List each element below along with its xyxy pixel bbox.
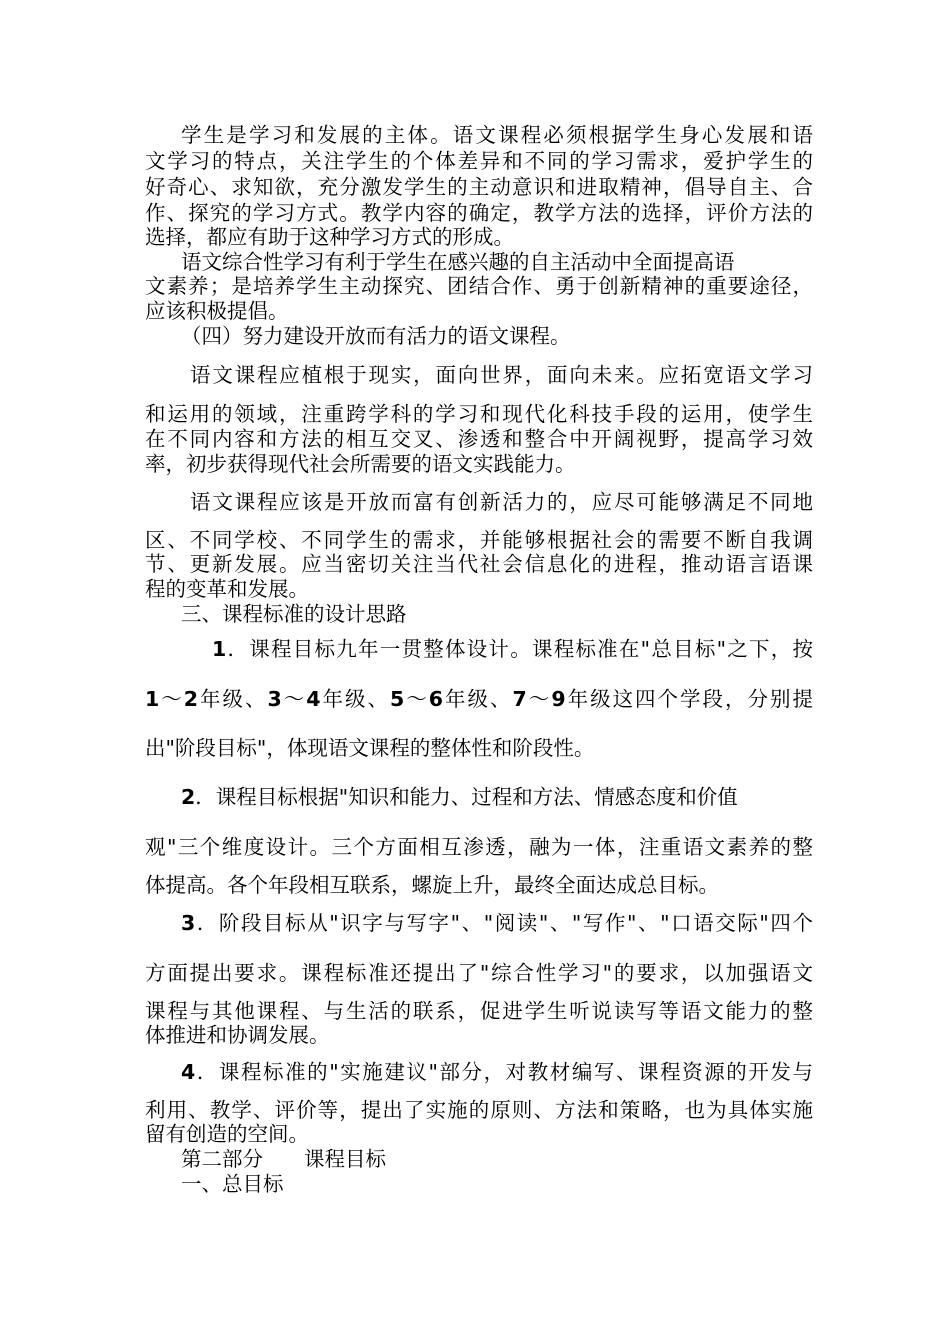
part-heading: 第二部分 课程目标 (181, 1147, 386, 1171)
item-text: ．课程标准的"实施建议"部分，对教材编写、课程资源的开发与 (195, 1060, 813, 1084)
item-text: ．课程目标九年一贯整体设计。课程标准在"总目标"之下，按 (226, 637, 813, 661)
paragraph-line: 出"阶段目标"，体现语文课程的整体性和阶段性。 (145, 736, 595, 760)
grade-number: 3 (267, 687, 282, 711)
grade-text: 年级这四个学段，分别提 (565, 687, 814, 711)
section-heading: 三、课程标准的设计思路 (181, 602, 407, 626)
paragraph-line: 文学习的特点，关注学生的个体差异和不同的学习需求，爱护学生的 (145, 149, 813, 173)
paragraph-line: 区、不同学校、不同学生的需求，并能够根据社会的需要不断自我调 (145, 528, 813, 552)
range-mark: ～ (281, 687, 307, 711)
paragraph-line: 学生是学习和发展的主体。语文课程必须根据学生身心发展和语 (181, 123, 813, 147)
range-mark: ～ (404, 687, 429, 711)
paragraph-line: 选择，都应有助于这种学习方式的形成。 (145, 225, 514, 249)
paragraph-line: 留有创造的空间。 (145, 1122, 309, 1146)
paragraph-line: 作、探究的学习方式。教学内容的确定，教学方法的选择，评价方法的 (145, 201, 813, 225)
paragraph-line: 体推进和协调发展。 (145, 1023, 330, 1047)
grade-text: 年级、 (443, 687, 513, 711)
paragraph-line (181, 784, 813, 810)
paragraph-line: 课程与其他课程、与生活的联系，促进学生听说读写等语文能力的整 (145, 999, 813, 1023)
section-heading: 一、总目标 (181, 1172, 284, 1196)
paragraph-line: 体提高。各个年段相互联系，螺旋上升，最终全面达成总目标。 (145, 873, 719, 897)
paragraph-line: 观"三个维度设计。三个方面相互渗透，融为一体，注重语文素养的整 (145, 835, 813, 859)
paragraph-line: 语文课程应植根于现实，面向世界，面向未来。应拓宽语文学习 (190, 363, 813, 387)
paragraph-line: 应该积极提倡。 (145, 299, 289, 323)
section-heading: （四）努力建设开放而有活力的语文课程。 (181, 324, 571, 348)
item-text: ．课程目标根据"知识和能力、过程和方法、情感态度和价值 (195, 785, 738, 809)
grade-number: 6 (428, 687, 444, 711)
grade-number: 9 (551, 687, 566, 711)
range-mark: ～ (526, 687, 552, 711)
paragraph-line (181, 910, 813, 936)
item-number: 2 (181, 785, 196, 809)
grade-number: 4 (306, 687, 321, 711)
item-text: ．阶段目标从"识字与写字"、"阅读"、"写作"、"口语交际"四个 (195, 911, 813, 935)
paragraph-line: 方面提出要求。课程标准还提出了"综合性学习"的要求，以加强语文 (145, 961, 813, 985)
grade-number: 1 (145, 687, 160, 711)
paragraph-line: 节、更新发展。应当密切关注当代社会信息化的进程，推动语言语课 (145, 552, 813, 576)
grade-number: 2 (183, 687, 199, 711)
item-number: 3 (181, 911, 196, 935)
item-number: 1 (212, 637, 227, 661)
paragraph-line: 文素养；是培养学生主动探究、团结合作、勇于创新精神的重要途径， (145, 274, 813, 298)
grade-number: 7 (512, 687, 527, 711)
grade-text: 年级、 (320, 687, 391, 711)
range-mark: ～ (159, 687, 184, 711)
paragraph-line (181, 1059, 813, 1085)
paragraph-line: 语文综合性学习有利于学生在感兴趣的自主活动中全面提高语 (181, 250, 735, 274)
paragraph-line: 率，初步获得现代社会所需要的语文实践能力。 (145, 452, 576, 476)
paragraph-line (145, 686, 813, 712)
paragraph-line (212, 636, 813, 662)
paragraph-line: 在不同内容和方法的相互交叉、渗透和整合中开阔视野，提高学习效 (145, 427, 813, 451)
paragraph-line: 语文课程应该是开放而富有创新活力的，应尽可能够满足不同地 (190, 490, 813, 514)
paragraph-line: 好奇心、求知欲，充分激发学生的主动意识和进取精神，倡导自主、合 (145, 175, 813, 199)
paragraph-line: 利用、教学、评价等，提出了实施的原则、方法和策略，也为具体实施 (145, 1098, 813, 1122)
item-number: 4 (181, 1060, 196, 1084)
paragraph-line: 和运用的领域，注重跨学科的学习和现代化科技手段的运用，使学生 (145, 402, 813, 426)
grade-text: 年级、 (198, 687, 268, 711)
paragraph-line: 程的变革和发展。 (145, 577, 309, 601)
grade-number: 5 (390, 687, 405, 711)
